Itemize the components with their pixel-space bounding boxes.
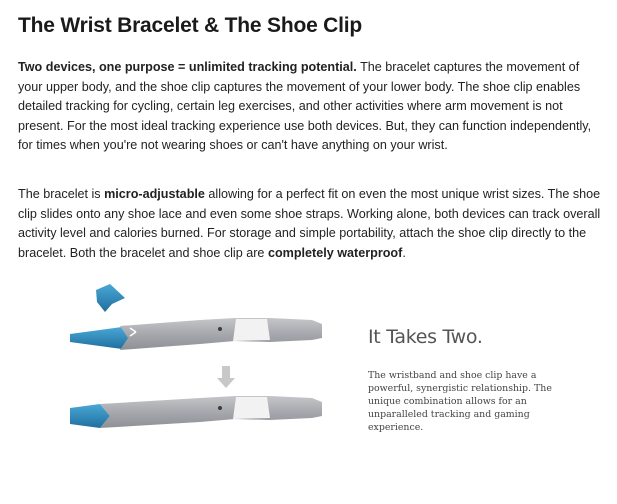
- shoe-clip-icon: [96, 284, 125, 312]
- intro-body: The bracelet captures the movement of your upper body, and the shoe clip captures the movement of your lower body. The shoe clip enables detailed tracking for cycling, certain leg exercises, and other activities where arm movement is not present. For the most ideal tracking experience use both devices. But, they can function independently, for times when you're not wearing shoes or can't have anything on your wrist.: [18, 60, 592, 153]
- down-arrow-icon: [217, 366, 235, 388]
- page-title: The Wrist Bracelet & The Shoe Clip: [18, 14, 363, 37]
- bracelet-bottom-icon: [70, 396, 322, 428]
- features-text-b: allowing for a perfect fit on even the most unique wrist sizes. The shoe clip slides onto any shoe lace and even some shoe straps. Working alone, both devices can track overall activity level and calories burned. For storage and simple portability, attach the shoe clip directly to the bracelet. Both the bracelet and shoe clip are: [18, 187, 601, 260]
- promo-heading: It Takes Two.: [368, 326, 483, 348]
- features-text-a: The bracelet is: [18, 187, 105, 201]
- intro-paragraph: [18, 58, 603, 156]
- promo-description: The wristband and shoe clip have a powerful, synergistic relationship. The unique combination allows for an unparalleled tracking and gaming experience.: [368, 370, 552, 433]
- features-paragraph: [18, 185, 603, 263]
- bracelet-top-icon: [70, 318, 322, 350]
- features-bold-waterproof: completely waterproof: [267, 245, 403, 260]
- features-text-c: .: [402, 245, 406, 260]
- bracelet-shoeclip-illustration: [60, 280, 360, 460]
- features-bold-adjustable: micro-adjustable: [104, 187, 205, 201]
- intro-lead: Two devices, one purpose = unlimited tracking potential.: [18, 60, 357, 74]
